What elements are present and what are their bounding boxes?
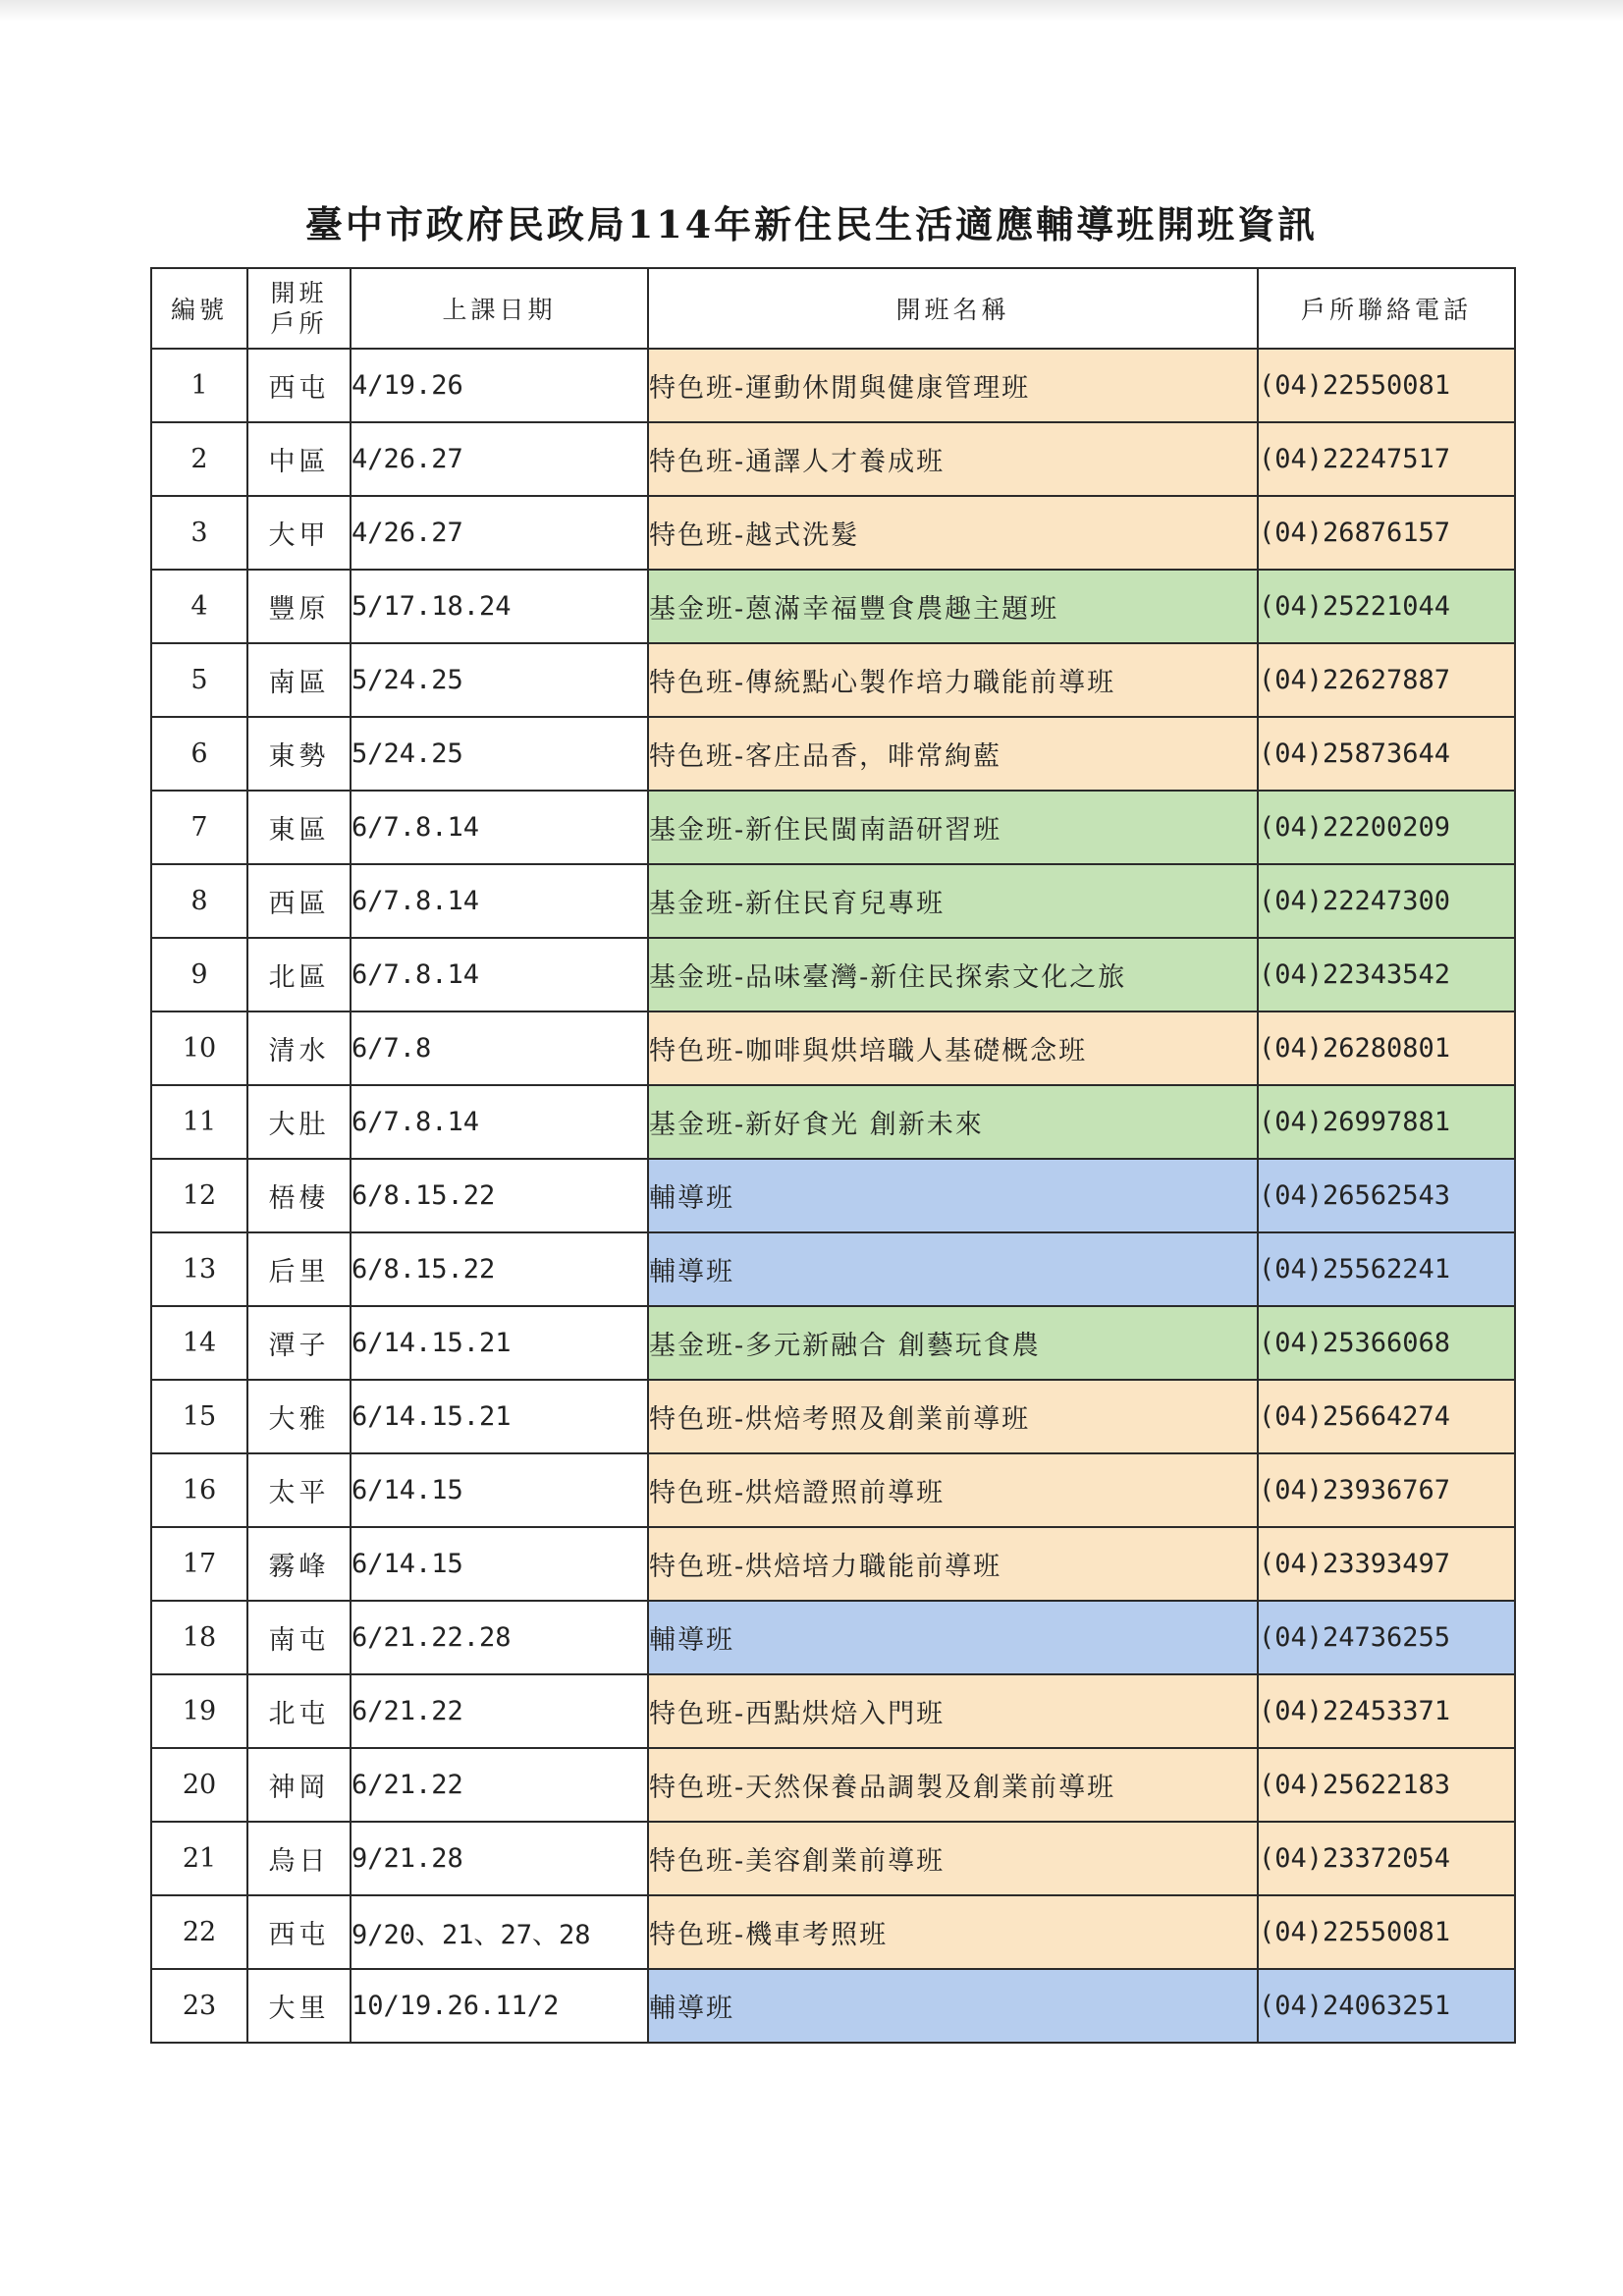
- row-phone: (04)25873644: [1258, 717, 1515, 791]
- row-office: 東勢: [247, 717, 351, 791]
- row-date: 5/24.25: [351, 643, 648, 717]
- row-number: 4: [151, 570, 247, 643]
- row-date: 5/24.25: [351, 717, 648, 791]
- row-office: 梧棲: [247, 1159, 351, 1232]
- row-phone: (04)24063251: [1258, 1969, 1515, 2043]
- row-phone: (04)26280801: [1258, 1011, 1515, 1085]
- row-date: 10/19.26.11/2: [351, 1969, 648, 2043]
- row-phone: (04)22627887: [1258, 643, 1515, 717]
- table-row: [151, 349, 1515, 422]
- header-phone: 戶所聯絡電話: [1258, 268, 1515, 349]
- row-phone: (04)22453371: [1258, 1674, 1515, 1748]
- row-phone: (04)25622183: [1258, 1748, 1515, 1822]
- table-body: [151, 349, 1515, 2043]
- table-row: [151, 1232, 1515, 1306]
- row-phone: (04)26876157: [1258, 496, 1515, 570]
- row-office: 北區: [247, 938, 351, 1011]
- row-date: 6/14.15: [351, 1453, 648, 1527]
- row-office: 東區: [247, 791, 351, 864]
- page-title: 臺中市政府民政局114年新住民生活適應輔導班開班資訊: [304, 202, 1319, 246]
- row-number: 7: [151, 791, 247, 864]
- table-row: [151, 570, 1515, 643]
- row-class-name: 基金班-蒽滿幸福豐食農趣主題班: [648, 570, 1258, 643]
- row-class-name: 特色班-烘焙考照及創業前導班: [648, 1380, 1258, 1453]
- row-office: 后里: [247, 1232, 351, 1306]
- row-number: 2: [151, 422, 247, 496]
- row-office: 中區: [247, 422, 351, 496]
- row-phone: (04)25366068: [1258, 1306, 1515, 1380]
- table-row: [151, 717, 1515, 791]
- row-number: 15: [151, 1380, 247, 1453]
- row-number: 20: [151, 1748, 247, 1822]
- row-office: 南區: [247, 643, 351, 717]
- row-phone: (04)22550081: [1258, 349, 1515, 422]
- header-date: 上課日期: [351, 268, 648, 349]
- row-phone: (04)22343542: [1258, 938, 1515, 1011]
- row-office: 大里: [247, 1969, 351, 2043]
- scan-shadow: [0, 0, 1623, 22]
- table-row: [151, 1601, 1515, 1674]
- row-date: 6/21.22: [351, 1674, 648, 1748]
- table-row: [151, 1453, 1515, 1527]
- row-number: 12: [151, 1159, 247, 1232]
- table-header-row: [151, 268, 1515, 349]
- class-info-table: [150, 267, 1516, 2044]
- row-office: 南屯: [247, 1601, 351, 1674]
- table-row: [151, 1895, 1515, 1969]
- row-office: 豐原: [247, 570, 351, 643]
- row-office: 西屯: [247, 1895, 351, 1969]
- row-number: 13: [151, 1232, 247, 1306]
- row-date: 4/19.26: [351, 349, 648, 422]
- table-row: [151, 1011, 1515, 1085]
- table-row: [151, 1159, 1515, 1232]
- row-office: 太平: [247, 1453, 351, 1527]
- table-row: [151, 1306, 1515, 1380]
- row-date: 6/14.15: [351, 1527, 648, 1601]
- table-row: [151, 1380, 1515, 1453]
- row-office: 西屯: [247, 349, 351, 422]
- row-class-name: 基金班-多元新融合 創藝玩食農: [648, 1306, 1258, 1380]
- row-class-name: 特色班-傳統點心製作培力職能前導班: [648, 643, 1258, 717]
- row-class-name: 輔導班: [648, 1969, 1258, 2043]
- table-row: [151, 864, 1515, 938]
- row-phone: (04)26997881: [1258, 1085, 1515, 1159]
- row-class-name: 特色班-天然保養品調製及創業前導班: [648, 1748, 1258, 1822]
- row-number: 11: [151, 1085, 247, 1159]
- row-phone: (04)25221044: [1258, 570, 1515, 643]
- row-date: 6/21.22.28: [351, 1601, 648, 1674]
- row-date: 6/7.8: [351, 1011, 648, 1085]
- row-number: 10: [151, 1011, 247, 1085]
- row-phone: (04)23372054: [1258, 1822, 1515, 1895]
- header-office-line2: 戶所: [270, 309, 328, 338]
- row-class-name: 基金班-新住民育兒專班: [648, 864, 1258, 938]
- header-office-line1: 開班: [270, 279, 328, 307]
- header-office: [247, 268, 351, 349]
- row-phone: (04)22200209: [1258, 791, 1515, 864]
- table-row: [151, 791, 1515, 864]
- row-number: 23: [151, 1969, 247, 2043]
- row-number: 14: [151, 1306, 247, 1380]
- row-office: 大雅: [247, 1380, 351, 1453]
- row-phone: (04)26562543: [1258, 1159, 1515, 1232]
- row-phone: (04)22247300: [1258, 864, 1515, 938]
- table-row: [151, 1822, 1515, 1895]
- row-number: 21: [151, 1822, 247, 1895]
- row-phone: (04)22550081: [1258, 1895, 1515, 1969]
- row-phone: (04)25562241: [1258, 1232, 1515, 1306]
- row-date: 6/14.15.21: [351, 1380, 648, 1453]
- row-office: 大肚: [247, 1085, 351, 1159]
- row-class-name: 基金班-新住民閩南語研習班: [648, 791, 1258, 864]
- row-office: 大甲: [247, 496, 351, 570]
- row-date: 6/7.8.14: [351, 864, 648, 938]
- row-date: 6/14.15.21: [351, 1306, 648, 1380]
- row-office: 西區: [247, 864, 351, 938]
- row-date: 6/7.8.14: [351, 791, 648, 864]
- row-class-name: 輔導班: [648, 1159, 1258, 1232]
- row-number: 6: [151, 717, 247, 791]
- row-date: 4/26.27: [351, 422, 648, 496]
- row-number: 5: [151, 643, 247, 717]
- row-class-name: 基金班-品味臺灣-新住民探索文化之旅: [648, 938, 1258, 1011]
- row-number: 8: [151, 864, 247, 938]
- table-row: [151, 1674, 1515, 1748]
- row-class-name: 特色班-通譯人才養成班: [648, 422, 1258, 496]
- row-office: 清水: [247, 1011, 351, 1085]
- row-number: 9: [151, 938, 247, 1011]
- row-number: 1: [151, 349, 247, 422]
- row-phone: (04)24736255: [1258, 1601, 1515, 1674]
- row-class-name: 特色班-越式洗髮: [648, 496, 1258, 570]
- table-row: [151, 938, 1515, 1011]
- row-phone: (04)25664274: [1258, 1380, 1515, 1453]
- row-number: 17: [151, 1527, 247, 1601]
- row-number: 3: [151, 496, 247, 570]
- row-phone: (04)23393497: [1258, 1527, 1515, 1601]
- row-date: 9/20、21、27、28: [351, 1895, 648, 1969]
- table-row: [151, 1748, 1515, 1822]
- row-class-name: 特色班-客庄品香，啡常絢藍: [648, 717, 1258, 791]
- row-class-name: 特色班-西點烘焙入門班: [648, 1674, 1258, 1748]
- header-number: 編號: [151, 268, 247, 349]
- row-class-name: 特色班-烘焙培力職能前導班: [648, 1527, 1258, 1601]
- row-office: 北屯: [247, 1674, 351, 1748]
- row-date: 6/21.22: [351, 1748, 648, 1822]
- row-phone: (04)23936767: [1258, 1453, 1515, 1527]
- row-number: 22: [151, 1895, 247, 1969]
- row-phone: (04)22247517: [1258, 422, 1515, 496]
- row-number: 16: [151, 1453, 247, 1527]
- table-row: [151, 1085, 1515, 1159]
- table-row: [151, 1969, 1515, 2043]
- row-office: 烏日: [247, 1822, 351, 1895]
- row-date: 6/8.15.22: [351, 1232, 648, 1306]
- header-class-name: 開班名稱: [648, 268, 1258, 349]
- row-class-name: 輔導班: [648, 1601, 1258, 1674]
- table-row: [151, 643, 1515, 717]
- row-class-name: 特色班-機車考照班: [648, 1895, 1258, 1969]
- row-date: 6/7.8.14: [351, 1085, 648, 1159]
- row-number: 19: [151, 1674, 247, 1748]
- row-office: 神岡: [247, 1748, 351, 1822]
- row-office: 霧峰: [247, 1527, 351, 1601]
- row-class-name: 特色班-烘焙證照前導班: [648, 1453, 1258, 1527]
- row-class-name: 特色班-咖啡與烘培職人基礎概念班: [648, 1011, 1258, 1085]
- row-class-name: 輔導班: [648, 1232, 1258, 1306]
- row-date: 4/26.27: [351, 496, 648, 570]
- row-date: 9/21.28: [351, 1822, 648, 1895]
- row-date: 6/8.15.22: [351, 1159, 648, 1232]
- table-row: [151, 1527, 1515, 1601]
- row-office: 潭子: [247, 1306, 351, 1380]
- row-date: 5/17.18.24: [351, 570, 648, 643]
- row-class-name: 基金班-新好食光 創新未來: [648, 1085, 1258, 1159]
- row-class-name: 特色班-運動休閒與健康管理班: [648, 349, 1258, 422]
- table-row: [151, 422, 1515, 496]
- table-row: [151, 496, 1515, 570]
- row-date: 6/7.8.14: [351, 938, 648, 1011]
- row-class-name: 特色班-美容創業前導班: [648, 1822, 1258, 1895]
- row-number: 18: [151, 1601, 247, 1674]
